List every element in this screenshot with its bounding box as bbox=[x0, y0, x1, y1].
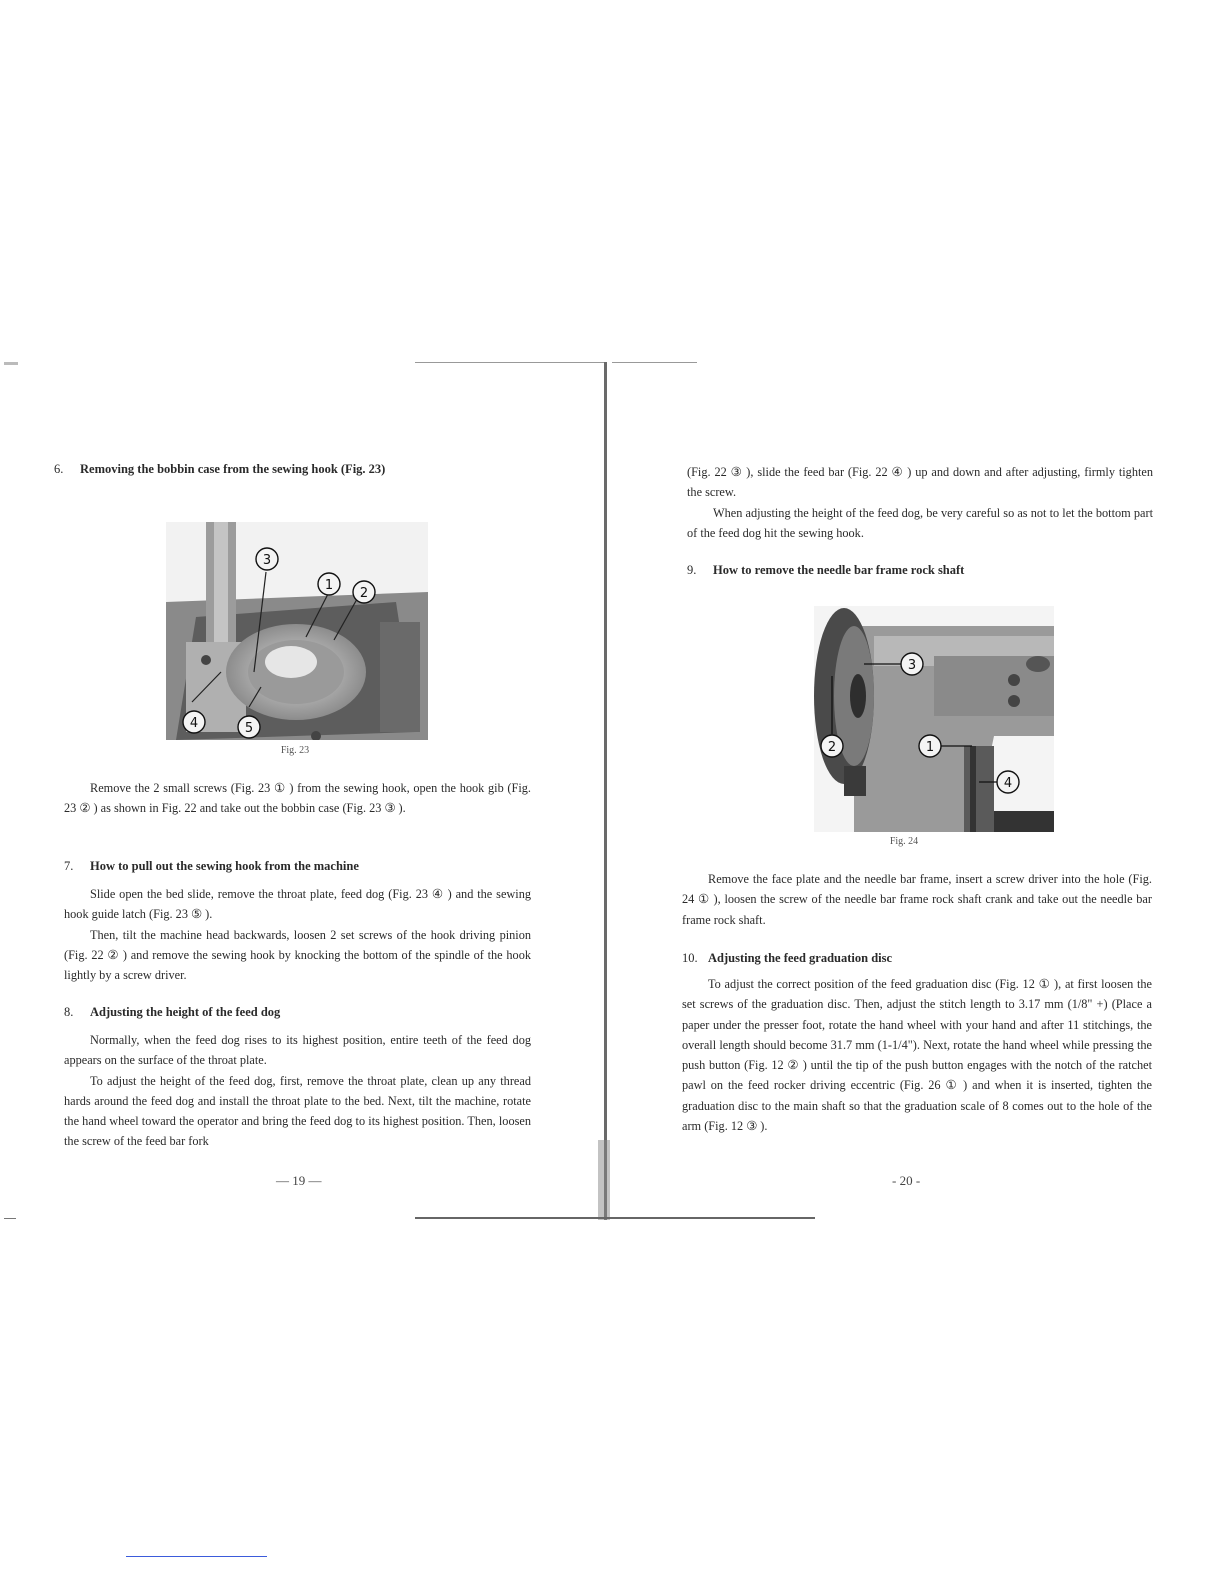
paragraph-9: Remove the face plate and the needle bar frame, insert a screw driver into the hole (Fig. 24 ① ), loosen the screw of the needle bar frame rock shaft crank and take out the needle bar frame rock shaft. bbox=[682, 872, 1152, 927]
figure-24-photo bbox=[814, 606, 1054, 832]
fig23-marker-1-label: 1 bbox=[324, 578, 334, 593]
section-10-title: Adjusting the feed graduation disc bbox=[708, 951, 893, 965]
section-10-number: 10. bbox=[682, 951, 698, 965]
paragraph-8b: To adjust the height of the feed dog, first, remove the throat plate, clean up any thread hards around the feed dog and install the throat plate to the bed. Next, tilt the machine, rotate the hand wheel toward the operator and bring the feed dog to its highest position. Then, loosen the screw of the feed bar fork bbox=[64, 1073, 531, 1149]
paragraph-7b: Then, tilt the machine head backwards, loosen 2 set screws of the hook driving pinion (Fig. 22 ② ) and remove the sewing hook by knocking the bottom of the spindle of the hook lightly by a screw driver. bbox=[64, 927, 531, 983]
section-9-number: 9. bbox=[687, 563, 697, 577]
figure-23-caption: Fig. 23 bbox=[280, 745, 310, 756]
paragraph-10: To adjust the correct position of the feed graduation disc (Fig. 12 ① ), at first loosen the set screws of the graduation disc. Then, adjust the stitch length to 3.17 mm (1/8" +) (Place a paper under the presser foot, rotate the hand wheel with your hand and after 11 stitchings, the overall length should become 31.7 mm (1-1/4"). Next, rotate the hand wheel while pressing the push button (Fig. 12 ② ) until the tip of the push button engages with the notch of the ratchet pawl on the feed rocker driving eccentric (Fig. 26 ① ) and when it is inserted, tighten the graduation disc to the main shaft so that the graduation scale of 8 comes out to the hole of the arm (Fig. 12 ③ ). bbox=[682, 977, 1152, 1134]
figure-24-caption: Fig. 24 bbox=[889, 836, 919, 847]
section-8-title: Adjusting the height of the feed dog bbox=[90, 1005, 281, 1019]
section-7-number: 7. bbox=[64, 859, 74, 873]
section-10-heading bbox=[682, 951, 892, 966]
section-9-body bbox=[682, 869, 1152, 930]
paragraph-remove-screws-text: Remove the 2 small screws (Fig. 23 ① ) from the sewing hook, open the hook gib (Fig. 23 ② ) as shown in Fig. 22 and take out the bobbin case (Fig. 23 ③ ). bbox=[64, 781, 531, 816]
section-6-heading bbox=[54, 462, 385, 477]
page-19 bbox=[0, 0, 610, 1584]
fig23-marker-2-label: 2 bbox=[359, 586, 369, 601]
section-7-body bbox=[64, 884, 531, 985]
section-9-title: How to remove the needle bar frame rock shaft bbox=[713, 563, 965, 577]
fig24-marker-4-label: 4 bbox=[1003, 776, 1013, 791]
page-number-20: - 20 - bbox=[892, 1173, 921, 1188]
paragraph-8a: Normally, when the feed dog rises to its highest position, entire teeth of the feed dog appears on the surface of the throat plate. bbox=[64, 1033, 531, 1068]
paragraph-remove-screws bbox=[64, 778, 531, 819]
section-9-heading bbox=[687, 563, 964, 578]
fig24-marker-1-label: 1 bbox=[925, 740, 935, 755]
page-20 bbox=[612, 0, 1224, 1584]
page-number-19: — 19 — bbox=[276, 1173, 322, 1188]
fig23-marker-3-label: 3 bbox=[262, 553, 272, 568]
section-8-number: 8. bbox=[64, 1005, 74, 1019]
fig23-marker-5-label: 5 bbox=[244, 721, 254, 736]
section-6-title: Removing the bobbin case from the sewing hook (Fig. 23) bbox=[80, 462, 386, 476]
paragraph-continued: (Fig. 22 ③ ), slide the feed bar (Fig. 22 ④ ) up and down and after adjusting, firmly tighten the screw. bbox=[687, 465, 1153, 500]
continued-paragraph-block bbox=[687, 462, 1153, 543]
section-7-heading bbox=[64, 859, 359, 874]
figure-23-photo bbox=[166, 522, 428, 740]
fig24-marker-2-label: 2 bbox=[827, 740, 837, 755]
fig24-marker-3-label: 3 bbox=[907, 658, 917, 673]
fig23-marker-4-label: 4 bbox=[189, 716, 199, 731]
section-10-body bbox=[682, 974, 1152, 1136]
paragraph-careful: When adjusting the height of the feed dog, be very careful so as not to let the bottom part of the feed dog hit the sewing hook. bbox=[687, 505, 1153, 540]
paragraph-7a: Slide open the bed slide, remove the throat plate, feed dog (Fig. 23 ④ ) and the sewing hook guide latch (Fig. 23 ⑤ ). bbox=[64, 887, 531, 922]
section-7-title: How to pull out the sewing hook from the machine bbox=[90, 859, 359, 873]
section-6-number: 6. bbox=[54, 462, 64, 476]
section-8-body bbox=[64, 1030, 531, 1152]
section-8-heading bbox=[64, 1005, 280, 1020]
